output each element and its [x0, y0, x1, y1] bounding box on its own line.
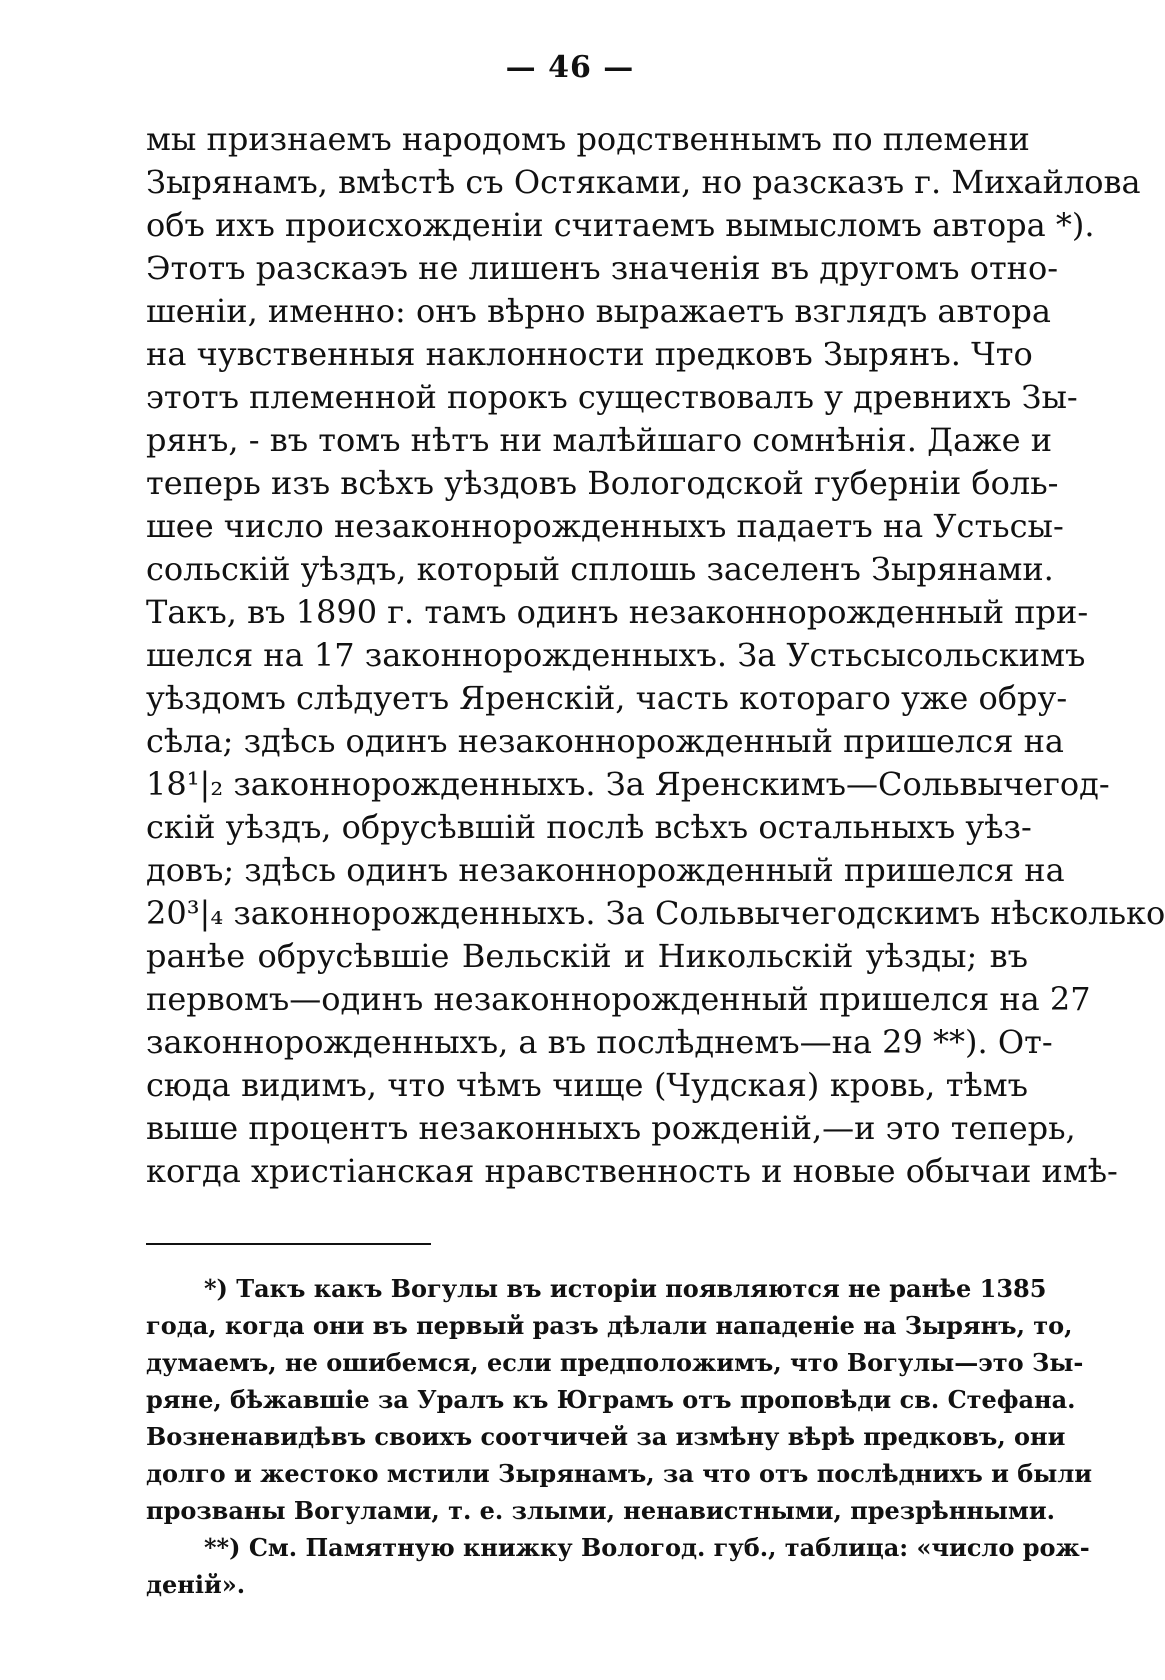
footnote-1-line: долго и жестоко мстили Зырянамъ, за что отъ послѣднихъ и были	[146, 1459, 1093, 1488]
text-line: объ ихъ происхожденіи считаемъ вымысломъ автора *).	[146, 206, 1095, 244]
footnote-1-line: *) Такъ какъ Вогулы въ исторіи появляются не ранѣе 1385	[204, 1274, 1047, 1303]
text-line: шелся на 17 законнорожденныхъ. За Устьсысольскимъ	[146, 636, 1086, 674]
text-line: 20³|₄ законнорожденныхъ. За Сольвычегодскимъ нѣсколько	[146, 894, 1165, 932]
footnote-1-line: думаемъ, не ошибемся, если предположимъ, что Вогулы—это Зы-	[146, 1348, 1084, 1377]
footnote-1-line: Возненавидѣвъ своихъ соотчичей за измѣну вѣрѣ предковъ, они	[146, 1422, 1066, 1451]
text-line: уѣздомъ слѣдуетъ Яренскій, часть котораго уже обру-	[146, 679, 1068, 717]
text-line: ранѣе обрусѣвшіе Вельскій и Никольскій уѣзды; въ	[146, 937, 1028, 975]
footnote-1-line: ряне, бѣжавшіе за Уралъ къ Юграмъ отъ проповѣди св. Стефана.	[146, 1385, 1076, 1414]
text-line: этотъ племенной порокъ существовалъ у древнихъ Зы-	[146, 378, 1078, 416]
text-line: Этотъ разскаэъ не лишенъ значенія въ другомъ отно-	[146, 249, 1059, 287]
text-line: шеніи, именно: онъ вѣрно выражаетъ взглядъ автора	[146, 292, 1051, 330]
footnote-2-line: **) См. Памятную книжку Вологод. губ., таблица: «число рож-	[204, 1533, 1090, 1562]
text-line: первомъ—одинъ незаконнорожденный пришелся на 27	[146, 980, 1091, 1018]
text-line: скій уѣздъ, обрусѣвшій послѣ всѣхъ остальныхъ уѣз-	[146, 808, 1032, 846]
text-line: на чувственныя наклонности предковъ Зырянъ. Что	[146, 335, 1033, 373]
text-line: сѣла; здѣсь одинъ незаконнорожденный пришелся на	[146, 722, 1064, 760]
footnotes	[146, 1270, 1093, 1603]
text-line: Такъ, въ 1890 г. тамъ одинъ незаконнорожденный при-	[146, 593, 1089, 631]
footnote-1-line: года, когда они въ первый разъ дѣлали нападеніе на Зырянъ, то,	[146, 1311, 1073, 1340]
text-line: выше процентъ незаконныхъ рожденій,—и это теперь,	[146, 1109, 1076, 1147]
text-line: 18¹|₂ законнорожденныхъ. За Яренскимъ—Сольвычегод-	[146, 765, 1110, 803]
text-line: когда христіанская нравственность и новые обычаи имѣ-	[146, 1152, 1118, 1190]
text-line: сюда видимъ, что чѣмъ чище (Чудская) кровь, тѣмъ	[146, 1066, 1028, 1104]
footnote-divider	[146, 1243, 431, 1245]
footnote-2-line: деній».	[146, 1570, 246, 1599]
footnote-1-line: прозваны Вогулами, т. е. злыми, ненавистными, презрѣнными.	[146, 1496, 1055, 1525]
text-line: сольскій уѣздъ, который сплошь заселенъ Зырянами.	[146, 550, 1054, 588]
text-line: законнорожденныхъ, а въ послѣднемъ—на 29 **). От-	[146, 1023, 1053, 1061]
text-line: довъ; здѣсь одинъ незаконнорожденный пришелся на	[146, 851, 1065, 889]
page-number: — 46 —	[505, 50, 635, 85]
text-line: шее число незаконнорожденныхъ падаетъ на Устьсы-	[146, 507, 1064, 545]
text-line: Зырянамъ, вмѣстѣ съ Остяками, но разсказъ г. Михайлова	[146, 163, 1141, 201]
text-line: рянъ, - въ томъ нѣтъ ни малѣйшаго сомнѣнія. Даже и	[146, 421, 1053, 459]
text-line: мы признаемъ народомъ родственнымъ по племени	[146, 120, 1030, 158]
text-line: теперь изъ всѣхъ уѣздовъ Вологодской губерніи боль-	[146, 464, 1059, 502]
main-text	[146, 118, 1165, 1193]
